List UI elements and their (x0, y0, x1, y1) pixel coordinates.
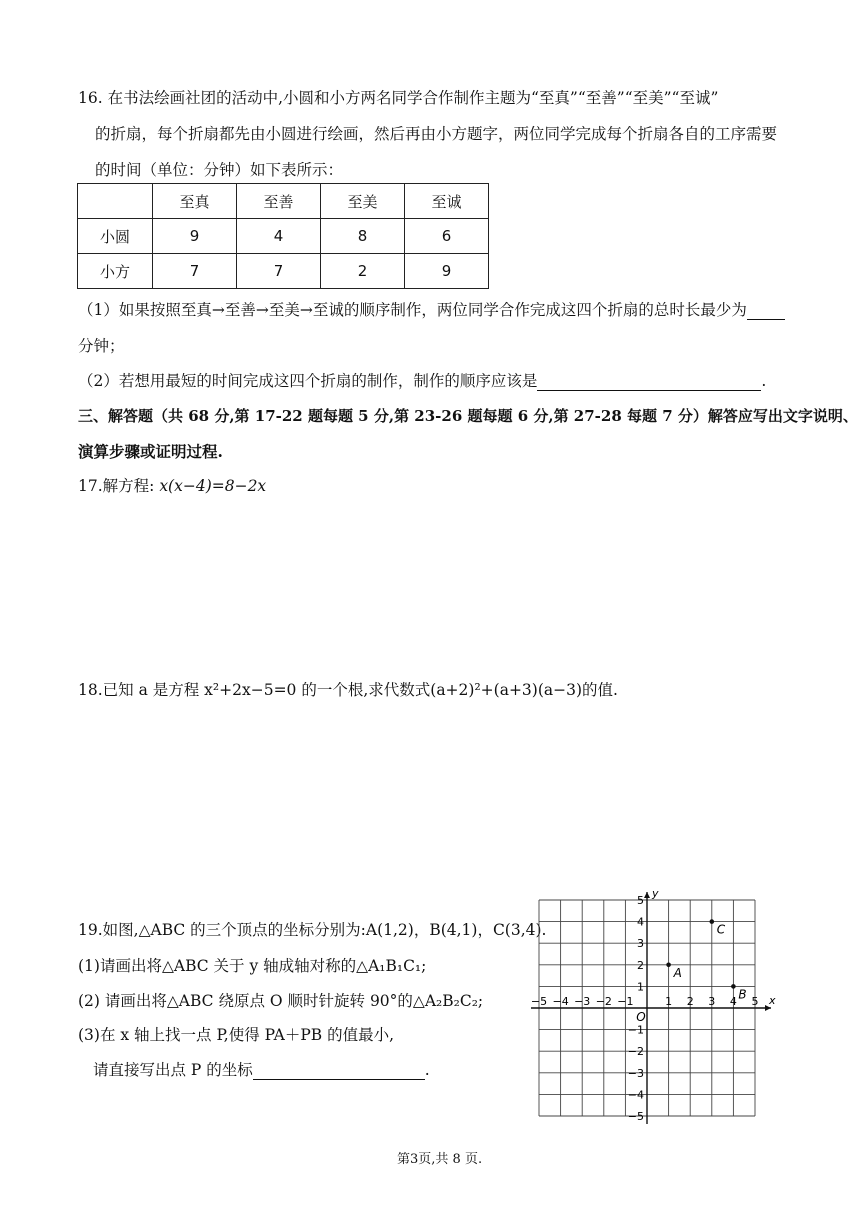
section3-line2: 演算步骤或证明过程. (78, 442, 223, 461)
answer-blank-2[interactable] (537, 390, 761, 391)
q17 (78, 474, 266, 496)
x-axis-label: x (769, 994, 776, 1007)
q18: 18.已知 a 是方程 x²+2x−5=0 的一个根,求代数式(a+2)²+(a+3)(a−3)的值. (78, 681, 618, 699)
x-tick-label: 2 (686, 995, 694, 1008)
q16-part2-text: （2）若想用最短的时间完成这四个折扇的制作，制作的顺序应该是 (78, 372, 538, 390)
y-tick-label: −4 (627, 1088, 644, 1102)
table-cell: 9 (405, 254, 489, 289)
y-tick-label: −1 (627, 1023, 644, 1037)
x-tick-label: 3 (708, 995, 716, 1008)
x-tick-label: 4 (729, 995, 737, 1008)
point-c (710, 919, 715, 924)
table-row (78, 254, 489, 289)
q19-line2: (1)请画出将△ABC 关于 y 轴成轴对称的△A₁B₁C₁; (78, 957, 427, 975)
q19-line1: 19.如图,△ABC 的三个顶点的坐标分别为:A(1,2)，B(4,1)，C(3,4). (78, 921, 547, 939)
q16-part1-cont: 分钟； (78, 337, 125, 355)
x-tick-label: 5 (751, 995, 759, 1008)
point-label-a: A (673, 965, 682, 980)
table-row-name: 小方 (78, 254, 153, 289)
q17-prefix: 17.解方程: (78, 477, 160, 495)
table-cell: 4 (237, 219, 321, 254)
y-tick-label: −2 (627, 1045, 644, 1059)
table-cell: 9 (153, 219, 237, 254)
q16-part2-end: . (761, 372, 767, 390)
x-tick-label: −4 (552, 995, 569, 1008)
point-label-c: C (716, 922, 726, 937)
y-tick-label: 4 (637, 915, 644, 929)
q16-line2: 的折扇，每个折扇都先由小圆进行绘画，然后再由小方题字，两位同学完成每个折扇各自的工序需要 (95, 125, 778, 143)
y-axis-arrow (644, 892, 650, 898)
answer-blank-1[interactable] (747, 319, 785, 320)
q19-line3: (2) 请画出将△ABC 绕原点 O 顺时针旋转 90°的△A₂B₂C₂; (78, 992, 484, 1010)
table-header-cell: 至诚 (405, 184, 489, 219)
q19-line5-end: . (424, 1061, 430, 1079)
point-a (666, 963, 671, 968)
x-tick-label: −5 (530, 995, 548, 1008)
table-header-cell (78, 184, 153, 219)
table-cell: 7 (153, 254, 237, 289)
y-tick-label: −3 (627, 1066, 644, 1080)
table-header-cell: 至真 (153, 184, 237, 219)
x-tick-label: −2 (595, 995, 612, 1008)
table-header-cell: 至美 (321, 184, 405, 219)
y-axis-label: y (652, 888, 659, 900)
answer-blank-3[interactable] (253, 1079, 425, 1080)
x-tick-label: −3 (574, 995, 591, 1008)
q16-part1-text: （1）如果按照至真→至善→至美→至诚的顺序制作，两位同学合作完成这四个折扇的总时长最少为 (78, 301, 747, 319)
section3-line1: 三、解答题（共 68 分,第 17-22 题每题 5 分,第 23-26 题每题 6 分,第 27-28 每题 7 分）解答应写出文字说明、 (78, 407, 858, 425)
y-tick-label: 5 (637, 894, 644, 907)
origin-label: O (636, 1010, 646, 1024)
y-tick-label: −5 (627, 1110, 644, 1123)
q17-equation: x(x−4)=8−2x (159, 477, 267, 495)
table-row-name: 小圆 (78, 219, 153, 254)
point-label-b: B (738, 987, 747, 1002)
y-tick-label: 2 (637, 958, 644, 972)
table-header-row (78, 184, 489, 219)
point-b (731, 984, 736, 989)
table-cell: 2 (321, 254, 405, 289)
table-cell: 8 (321, 219, 405, 254)
coordinate-grid (525, 888, 785, 1128)
page-footer: 第3页,共 8 页. (397, 1152, 483, 1167)
q16-part2 (78, 369, 766, 391)
time-table (77, 183, 489, 289)
q19-line5 (93, 1058, 430, 1080)
table-row (78, 219, 489, 254)
q19-line5-text: 请直接写出点 P 的坐标 (93, 1061, 253, 1079)
q16-line3: 的时间（单位：分钟）如下表所示： (95, 161, 344, 179)
q16-line1: 16. 在书法绘画社团的活动中,小圆和小方两名同学合作制作主题为“至真”“至善”“至美”“至诚” (78, 89, 719, 107)
table-header-cell: 至善 (237, 184, 321, 219)
x-tick-label: −1 (617, 995, 634, 1008)
q16-part1 (78, 298, 785, 320)
q19-line4: (3)在 x 轴上找一点 P,使得 PA＋PB 的值最小, (78, 1026, 394, 1044)
y-tick-label: 1 (637, 980, 644, 994)
y-tick-label: 3 (637, 937, 644, 951)
table-cell: 7 (237, 254, 321, 289)
x-tick-label: 1 (665, 995, 673, 1008)
table-cell: 6 (405, 219, 489, 254)
